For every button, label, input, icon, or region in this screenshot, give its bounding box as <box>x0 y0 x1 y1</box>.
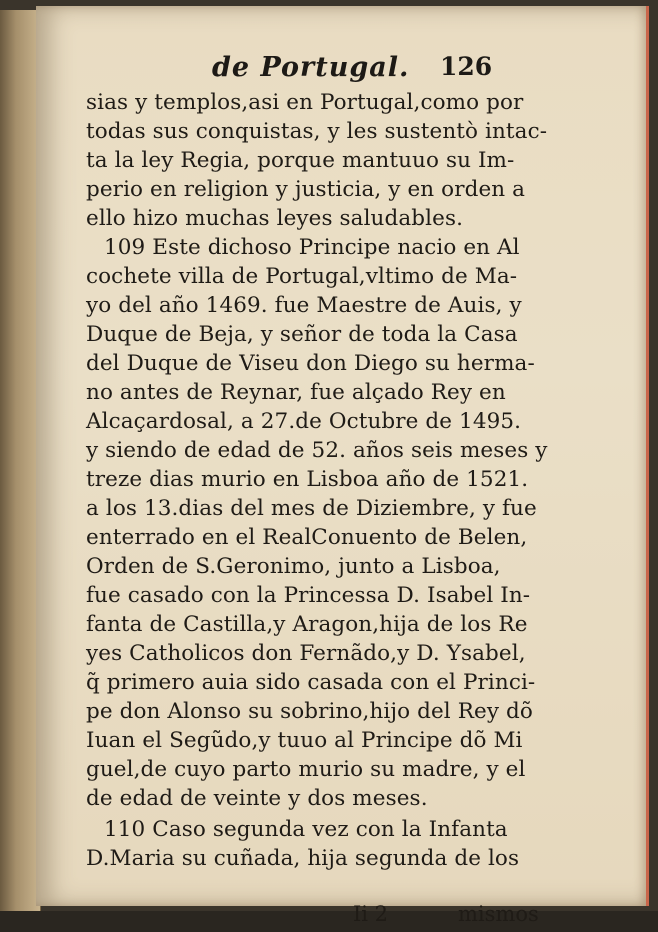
text-line: enterrado en el RealConuento de Belen, <box>86 525 528 550</box>
page-footer <box>86 902 646 932</box>
text-line: pe don Alonso su sobrino,hijo del Rey dõ <box>86 699 533 724</box>
catchword: mismos <box>458 902 539 926</box>
text-line: Alcaçardosal, a 27.de Octubre de 1495. <box>86 409 522 434</box>
text-line: cochete villa de Portugal,vltimo de Ma- <box>86 264 518 289</box>
text-line: sias y templos,asi en Portugal,como por <box>86 90 524 115</box>
text-line: fanta de Castilla,y Aragon,hija de los Re <box>86 612 528 637</box>
book-page <box>36 6 649 926</box>
text-line: Iuan el Segũdo,y tuuo al Principe dõ Mi <box>86 728 523 753</box>
text-line: a los 13.dias del mes de Diziembre, y fue <box>86 496 537 521</box>
text-line: guel,de cuyo parto murio su madre, y el <box>86 757 526 782</box>
text-line: 109 Este dichoso Principe nacio en Al <box>104 235 520 260</box>
text-line: q̃ primero auia sido casada con el Princi- <box>86 670 536 695</box>
text-line: yo del año 1469. fue Maestre de Auis, y <box>86 293 522 318</box>
text-line: D.Maria su cuñada, hija segunda de los <box>86 846 520 871</box>
text-line: fue casado con la Princessa D. Isabel In- <box>86 583 531 608</box>
text-line: todas sus conquistas, y les sustentò intac- <box>86 119 548 144</box>
text-line: Duque de Beja, y señor de toda la Casa <box>86 322 518 347</box>
left-page-edge <box>0 10 41 911</box>
text-line: Orden de S.Geronimo, junto a Lisboa, <box>86 554 501 579</box>
text-line: yes Catholicos don Fernãdo,y D. Ysabel, <box>86 641 526 666</box>
text-line: no antes de Reynar, fue alçado Rey en <box>86 380 506 405</box>
text-line: ta la ley Regia, porque mantuuo su Im- <box>86 148 515 173</box>
text-line: del Duque de Viseu don Diego su herma- <box>86 351 535 376</box>
text-line: 110 Caso segunda vez con la Infanta <box>104 817 508 842</box>
page-header <box>36 52 646 92</box>
text-line: ello hizo muchas leyes saludables. <box>86 206 464 231</box>
text-line: y siendo de edad de 52. años seis meses y <box>86 438 548 463</box>
running-title: de Portugal. <box>212 52 410 83</box>
text-line: treze dias murio en Lisboa año de 1521. <box>86 467 529 492</box>
text-line: de edad de veinte y dos meses. <box>86 786 428 811</box>
text-line: perio en religion y justicia, y en orden a <box>86 177 526 202</box>
page-number: 126 <box>440 52 493 81</box>
signature-mark: Ii 2 <box>353 902 389 926</box>
